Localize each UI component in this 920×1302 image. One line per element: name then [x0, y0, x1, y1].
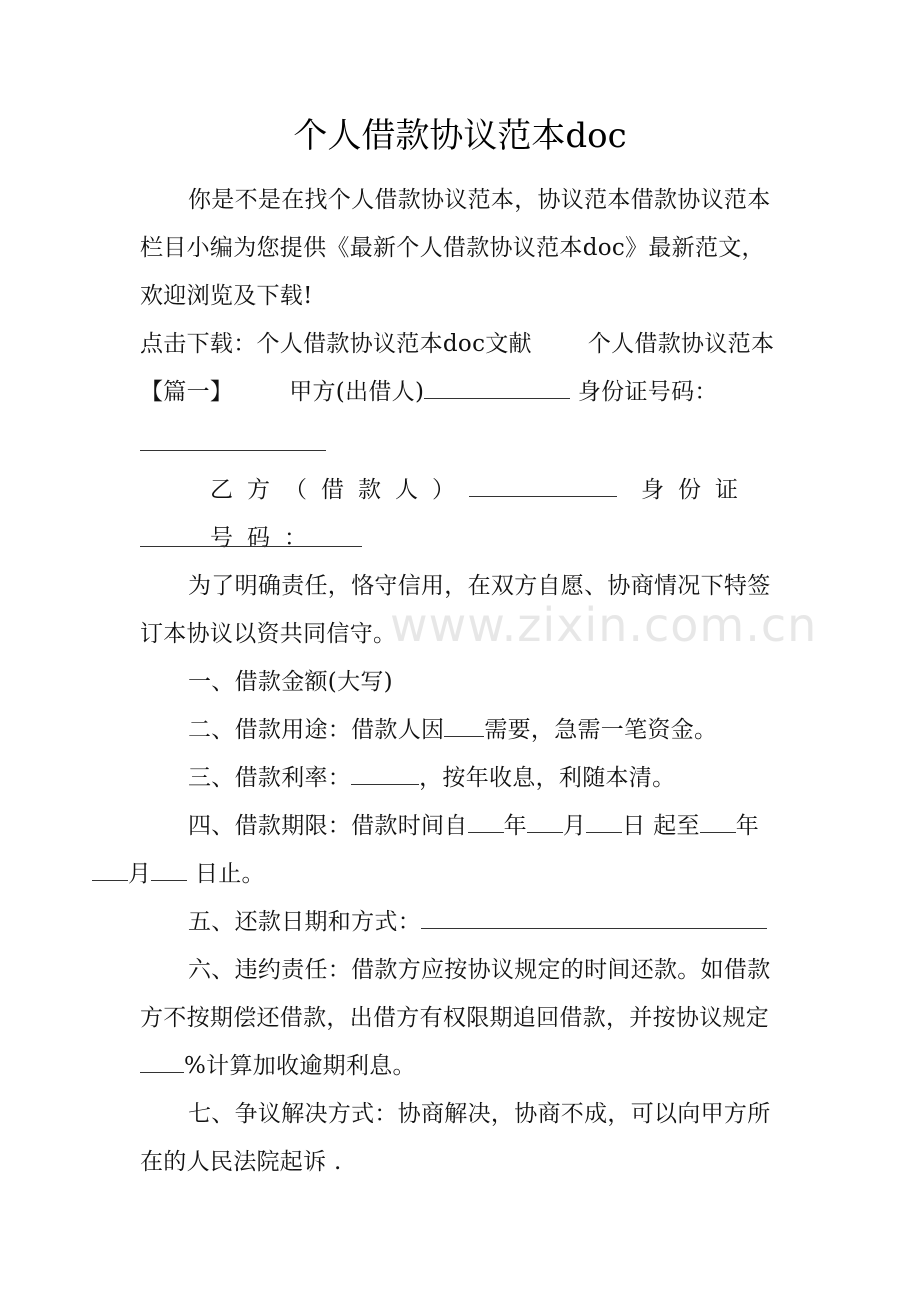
end-month-blank — [92, 860, 128, 881]
download-prefix: 点击下载： — [140, 331, 257, 357]
party-a-id-label: 身份证号码： — [577, 379, 718, 405]
party-a-id-blank — [140, 450, 326, 451]
party-b-id-label: 身份证号码： — [210, 477, 752, 551]
download-link[interactable]: 个人借款协议范本doc文献 — [256, 331, 532, 357]
party-b-label: 乙方（借款人） — [210, 477, 469, 503]
clause-5: 五、还款日期和方式： — [140, 898, 782, 946]
preamble-paragraph: 为了明确责任，恪守信用，在双方自愿、协商情况下特签订本协议以资共同信守。 — [140, 573, 771, 647]
end-year-blank — [700, 812, 736, 833]
document-title: 个人借款协议范本doc — [293, 116, 627, 156]
watermark-text: www.zixin.com.cn — [390, 598, 818, 652]
clause-6: 六、违约责任：借款方应按协议规定的时间还款。如借款方不按期偿还借款，出借方有权限期追回借款，并按协议规定%计算加收逾期利息。 — [140, 957, 771, 1079]
party-b-id-blank — [140, 546, 362, 547]
clause-4: 四、借款期限：借款时间自 年 月 日 起至 年 月 日止。 — [140, 802, 782, 898]
party-a-label: 甲方(出借人) — [289, 379, 425, 405]
party-a-blank — [424, 378, 570, 399]
party-b-line — [140, 466, 782, 562]
clause-7: 七、争议解决方式：协商解决，协商不成，可以向甲方所在的人民法院起诉 . — [140, 1101, 771, 1175]
party-b-blank — [469, 476, 617, 497]
clause-3: 三、借款利率： ，按年收息，利随本清。 — [188, 765, 676, 791]
start-month-blank — [527, 812, 563, 833]
section-heading: 个人借款协议范本【篇一】 — [140, 331, 775, 405]
rate-blank — [351, 764, 419, 785]
intro-paragraph: 你是不是在找个人借款协议范本，协议范本借款协议范本栏目小编为您提供《最新个人借款协议范本doc》最新范文，欢迎浏览及下载! — [140, 187, 771, 309]
clause-1: 一、借款金额(大写) — [188, 669, 393, 695]
end-day-blank — [151, 860, 187, 881]
penalty-rate-blank — [140, 1052, 184, 1073]
purpose-blank — [444, 716, 484, 737]
download-paragraph — [140, 320, 782, 416]
start-year-blank — [468, 812, 504, 833]
repayment-blank — [421, 908, 767, 929]
start-day-blank — [586, 812, 622, 833]
clause-2: 二、借款用途：借款人因 需要，急需一笔资金。 — [188, 717, 718, 743]
